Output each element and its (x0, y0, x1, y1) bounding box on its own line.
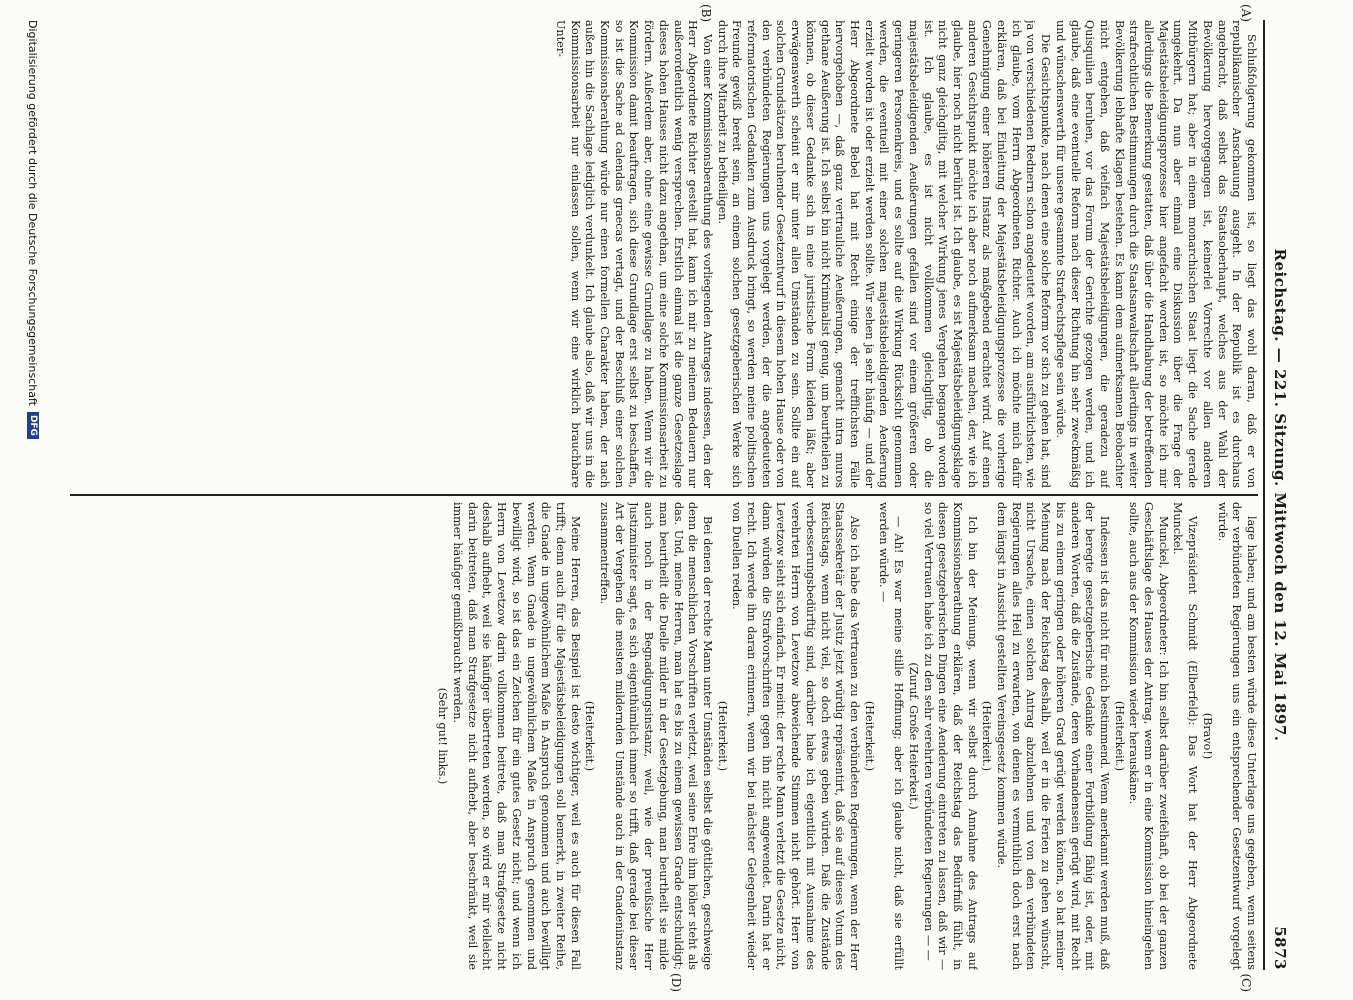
interjection: (Heiterkeit.) (980, 700, 994, 772)
dfg-logo: DFG (27, 412, 39, 439)
paragraph: Ich bin der Meinung, wenn wir selbst durch Annahme des Antrags auf Kommissionsberathung erklären, daß der Reichstag das Bedürfniß fühlt, in diesen gesetzgeberischen Dingen eine Aenderung eintreten zu lassen, daß wir — so viel Vertrauen habe ich zu den sehr verehrten verbündeten Regierungen — — (921, 502, 979, 971)
paragraph: Von einer Kommissionsberathung des vorliegenden Antrages indessen, den der Herr Abgeordnete Richter gestellt hat, kann ich mir zu meinem Bedauern nur außerordentlich wenig versprechen. Erstlich einmal ist die ganze Gesetzeslage dieses hohen Hauses nicht dazu angethan, um eine solche Kommissionsarbeit zu fördern. Außerdem aber, ohne eine gewisse Grundlage zu haben. Wenn wir die Kommission damit beauftragen, sich diese Grundlage erst selbst zu beschaffen, so ist die Sache ad calendas graecas vertagt, und der Beschluß einer solchen Kommissionsberathung würde nur einen formellen Charakter haben, der nach außen hin die Sachlage lediglich verdunkelt. Ich glaube also, daß wir uns in die Kommissionsarbeit nur einlassen sollen, wenn wir eine wirklich brauchbare Unter- (553, 20, 714, 489)
digitization-credit (23, 20, 43, 970)
interjection: (Sehr gut! links.) (436, 687, 450, 785)
paragraph: — Ah! Es war meine stille Hoffnung; aber ich glaube nicht, daß sie erfüllt werden würde. — (877, 502, 906, 971)
paragraph: Die Gesichtspunkte, nach denen eine solche Reform vor sich zu gehen hat, sind ja von verschiedenen Rednern schon angedeutet worden, am ausführlichsten, wie ich glaube, vom Herrn Abgeordneten Richter. Auch ich möchte mich dafür erklären, daß bei Einleitung der Majestätsbeleidigungsprozesse die vorherige Genehmigung einer höheren Instanz als maßgebend erachtet wird. Auf einen anderen Gesichtspunkt möchte ich aber noch aufmerksam machen, der, wie ich glaube, hier noch nicht berührt ist. Ich glaube, es ist Majestätsbeleidigungsklage nicht ganz gleichgiltig, mit welcher Wirkung jenes Vergehen begangen worden ist. Ich glaube, es ist nicht vollkommen gleichgiltig, ob die majestätsbeleidigenden Aeußerungen gefallen sind vor einem größeren oder geringeren Personenkreis, und es sollte auf die Wirkung Rücksicht genommen werden, die eventuell mit einer solchen majestätsbeleidigenden Aeußerung erzielt worden ist oder erzielt werden sollte. Wir sehen ja sehr häufig — und der Herr Abgeordnete Bebel hat mit Recht einige der trefflichsten Fälle hervorgehoben —, daß ganz vertrauliche Aeußerungen, gemacht intra muros gethane Aeußerung ist. Ich selbst bin nicht Kriminalist genug, um beurtheilen zu können, ob dieser Gedanke sich in eine juristische Form kleiden läßt; aber erwägenswerth scheint er mir unter allen Umständen zu sein. Sollte ein auf solchen Grundsätzen beruhender Gesetzentwurf in diesem hohen Hause oder von den verbündeten Regierungen uns vorgelegt werden, der die angedeuteten reformatorischen Gedanken zum Ausdruck bringt, so werden meine politischen Freunde gewiß bereit sein, an einem solchen gesetzgeberischen Werke sich durch ihre Mitarbeit zu betheiligen. (715, 20, 1053, 489)
paragraph: Meine Herren, das Beispiel ist desto wichtiger, weil es auch für diesen Fall trifft; denn auch für die Majestätsbeleidigungen soll bemerkt, in zweiter Reihe, die Gnade in ungewöhnlichem Maße in Anspruch genommen und auch bewilligt werden. Wenn Gnade in ungewöhnlichem Maße in Anspruch genommen und bewilligt wird, so ist das ein Zeichen für ein gutes Gesetz nicht; und wenn ich Herrn von Levetzow darin vollkommen beitrete, daß man Strafgesetze nicht deshalb aufhebt, weil sie häufiger übertreten werden, so wird er mir vielleicht darin beitreten, daß man Strafgesetze nicht aufhebt, aber beschränkt, weil sie immer häufiger gemißbraucht werden. (451, 502, 582, 971)
paragraph: Schlußfolgerung gekommen ist, so liegt das wohl daran, daß er von republikanischer Anschauung ausgeht. In der Republik ist es durchaus angebracht, daß selbst das Staatsoberhaupt, welches aus der Wahl der Bevölkerung hervorgegangen ist, keinerlei Vorrechte vor allen anderen Mitbürgern hat; aber in einem monarchischen Staat liegt die Sache gerade umgekehrt. Da nun aber einmal eine Diskussion über die Frage der Majestätsbeleidigungsprozesse hier angefacht worden ist, so möchte ich mir allerdings die Bemerkung gestatten, daß über die Handhabung der betreffenden strafrechtlichen Bestimmungen durch die Staatsanwaltschaft allerdings in weiter Bevölkerung lebhafte Klagen bestehen. Es kann dem aufmerksamen Beobachter nicht entgehen, daß vielfach Majestätsbeleidigungen, die geradezu auf Quisquilien beruhen, vor das Forum der Gerichte gezogen werden, und ich glaube, daß eine eventuelle Reform nach dieser Richtung hin sehr zweckmäßig und wünschenswerth für unsere gesammte Strafrechtspflege sein würde. (1053, 20, 1258, 489)
margin-marker-b: (B) (699, 4, 713, 23)
column-divider (70, 494, 1258, 496)
interjection: (Bravo!) (1200, 712, 1214, 760)
header-rule (1263, 20, 1265, 970)
text-columns (70, 20, 1258, 970)
paragraph: Bei denen der rechte Mann unter Umständen selbst die göttlichen, geschweige denn die menschlichen Vorschriften verletzt, weil seine Ehre ihm höher steht als das. Und, meine Herren, man hat es bis zu einem gewissen Grade entschuldigt; man beurtheilt die Duelle milder in der Gesetzgebung, man beurtheilt sie milde auch noch in der Begnadigungsinstanz, weil, wie der preußische Herr Justizminister sagt, es sich eigenthümlich immer so trifft, daß gerade bei dieser Art der Vergehen die meisten mildernden Umstände auch in der Gnadeninstanz zusammentreffen. (598, 502, 714, 971)
page-number: 5873 (1271, 926, 1289, 970)
interjection: (Zuruf. Große Heiterkeit.) (906, 662, 920, 810)
paragraph: Vizepräsident Schmidt (Elberfeld): Das Wort hat der Herr Abgeordnete Munckel. (1171, 502, 1200, 971)
paragraph: Also ich habe das Vertrauen zu den verbündeten Regierungen, wenn der Herr Staatssekretär der Justiz jetzt würdig repräsentirt, daß sie auf dieses Votum des Reichstags, wenn nicht viel, so doch etwas geben würden. Daß die Zustände verbesserungsbedürftig sind, darüber habe ich eigentlich mit Ausnahme des verehrten Herrn von Levetzow abweichende Stimmen nicht gehört. Herr von Levetzow sieht sich einfach. Er meint: der rechte Mann verletzt die Gesetze nicht, dann würden die Strafvorschriften gegen ihn nicht angewendet. Darin hat er recht. Ich werde ihn daran erinnern, wenn wir bei nächster Gelegenheit wieder von Duellen reden. (730, 502, 862, 971)
left-column (70, 20, 1258, 488)
interjection: (Heiterkeit.) (862, 700, 876, 772)
paragraph: lage haben; und am besten würde diese Unterlage uns gegeben, wenn seitens der verbündeten Regierungen uns ein entsprechender Gesetzentwurf vorgelegt würde. (1215, 502, 1258, 971)
paragraph: Munckel, Abgeordneter: Ich bin selbst darüber zweifelhaft, ob bei der ganzen Geschäftslage des Hauses der Antrag, wenn er in eine Kommission hineingehen sollte, auch aus der Kommission wieder herauskäme. (1127, 502, 1170, 971)
interjection: (Heiterkeit.) (583, 700, 597, 772)
right-column (70, 502, 1258, 970)
margin-marker-c: (C) (1239, 973, 1253, 992)
interjection: (Heiterkeit.) (715, 700, 729, 772)
header-title: Reichstag. — 221. Sitzung. Mittwoch den 12. Mai 1897. (1271, 248, 1289, 742)
paragraph: Indessen ist das nicht für mich bestimmend. Wenn anerkannt werden muß, daß der beregte gesetzgeberische Gedanke einer Fortbildung fähig ist, oder, mit anderen Worten, daß die Zustände, deren Vorhandensein gerügt wird, mit Recht bis zu einem geringen oder höheren Grad gerügt werden können, so hat meiner Meinung nach der Reichstag deshalb, weil er in die Ferien zu gehen wünscht, nicht Ursache, einen solchen Antrag abzulehnen und von den verbündeten Regierungen alles Heil zu erwarten, von denen es vermuthlich doch erst nach dem längst in Aussicht gestellten Vereinsgesetz kommen würde. (995, 502, 1111, 971)
page-header (1267, 20, 1293, 970)
margin-marker-a: (A) (1239, 4, 1253, 23)
margin-marker-d: (D) (669, 973, 683, 992)
interjection: (Heiterkeit.) (1112, 700, 1126, 772)
credit-text: Digitalisierung gefördert durch die Deutsche Forschungsgemeinschaft (26, 20, 40, 406)
